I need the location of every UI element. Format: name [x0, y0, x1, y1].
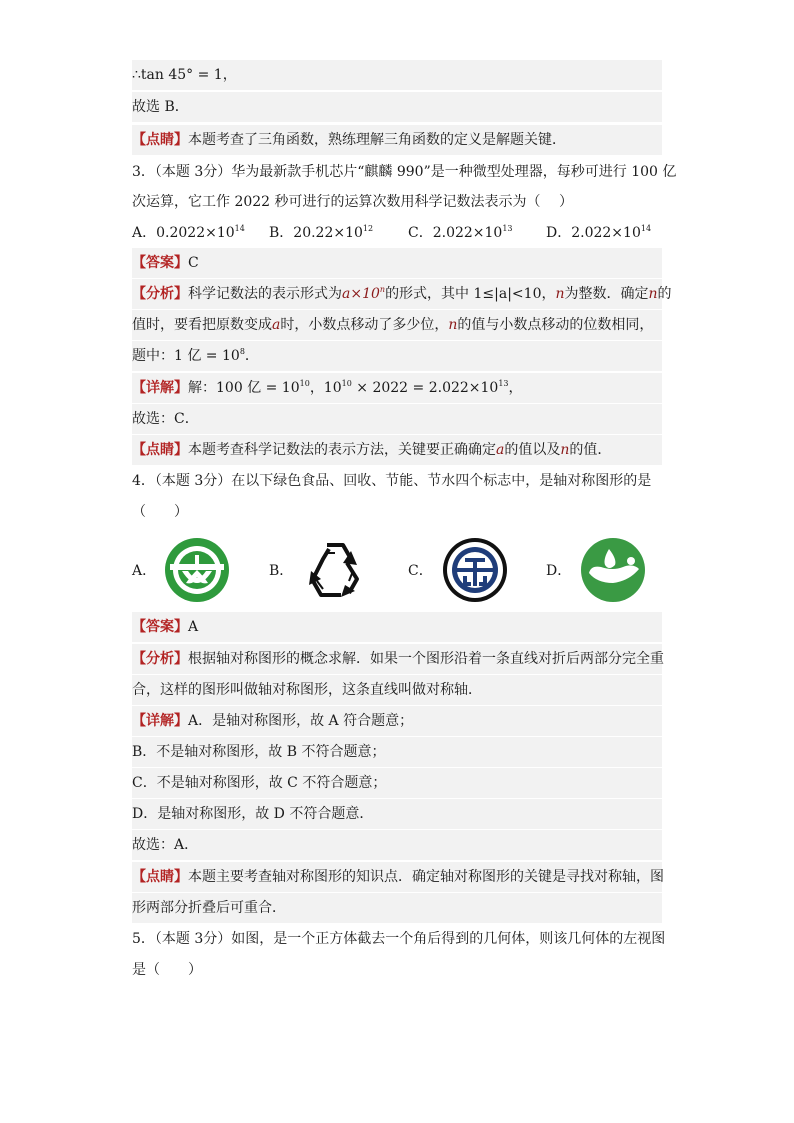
q4-point-line2 — [132, 893, 662, 923]
q3-option-b-exp: 12 — [362, 224, 374, 233]
q4-detail-line2 — [132, 737, 662, 767]
analysis-text: 的 — [657, 286, 672, 302]
prev-choice: 故选 B． — [132, 99, 189, 115]
point-text: 的值以及 — [504, 442, 561, 458]
q3-options — [132, 218, 662, 248]
q4-option-c-label: C． — [408, 563, 433, 579]
q4-answer-line — [132, 612, 662, 642]
analysis-text: ． — [244, 348, 259, 364]
analysis-text: 科学记数法的表示形式为 — [188, 286, 342, 302]
detail-text: 解：100 亿 = 10 — [188, 380, 300, 396]
q3-answer-line — [132, 248, 662, 278]
q4-select-line — [132, 830, 662, 860]
q3-option-c[interactable] — [408, 218, 513, 248]
var-n: n — [560, 442, 570, 458]
q3-option-a[interactable] — [132, 218, 245, 248]
analysis-text: 的值与小数点移动的位数相同， — [457, 317, 654, 333]
point-text: 本题考查了三角函数，熟练理解三角函数的定义是解题关键． — [188, 132, 566, 148]
point-tag: 【点睛】 — [132, 869, 188, 885]
analysis-text: 值时，要看把原数变成 — [132, 317, 272, 333]
analysis-text: 的形式，其中 1≤|a|<10， — [385, 286, 556, 302]
var-n: n — [648, 286, 658, 302]
q3-stem-text1: 3．（本题 3分）华为最新款手机芯片“麒麟 990”是一种微型处理器，每秒可进行 100 亿 — [132, 164, 677, 180]
q3-detail-line — [132, 373, 662, 403]
detail-text: C．不是轴对称图形，故 C 不符合题意； — [132, 775, 387, 791]
q4-detail-line3 — [132, 768, 662, 798]
analysis-text: 时，小数点移动了多少位， — [280, 317, 449, 333]
detail-text: ，10 — [309, 380, 342, 396]
q4-stem-text1: 4．（本题 3分）在以下绿色食品、回收、节能、节水四个标志中，是轴对称图形的是 — [132, 473, 652, 489]
point-text: 形两部分折叠后可重合． — [132, 900, 286, 916]
exp: 10 — [299, 379, 310, 388]
q4-analysis-line2 — [132, 675, 662, 705]
analysis-text: 合，这样的图形叫做轴对称图形，这条直线叫做对称轴． — [132, 682, 482, 698]
q4-detail-line4 — [132, 799, 662, 829]
answer-tag: 【答案】 — [132, 255, 188, 271]
q5-stem-line2 — [132, 955, 662, 985]
formula-a: a×10 — [342, 286, 380, 302]
q3-stem-line1 — [132, 157, 677, 187]
q4-option-a-label: A． — [132, 563, 157, 579]
q3-select-line — [132, 404, 662, 434]
point-text: 的值． — [569, 442, 612, 458]
q4-option-d[interactable] — [546, 536, 647, 604]
q3-option-c-label: C．2.022×10 — [408, 225, 503, 241]
analysis-tag: 【分析】 — [132, 651, 188, 667]
q3-analysis-line3 — [132, 341, 662, 371]
q3-analysis-line2 — [132, 310, 662, 340]
q5-stem-line1 — [132, 924, 666, 954]
q4-analysis-line1 — [132, 644, 662, 674]
q3-answer: C — [188, 255, 199, 271]
point-text: 本题主要考查轴对称图形的知识点．确定轴对称图形的关键是寻找对称轴，图 — [188, 869, 664, 885]
green-food-logo-icon — [164, 537, 230, 603]
detail-tag: 【详解】 — [132, 380, 188, 396]
q4-option-c[interactable] — [408, 536, 509, 604]
q4-stem-line1 — [132, 466, 662, 496]
water-saving-logo-icon — [579, 537, 647, 603]
q4-select: 故选：A． — [132, 837, 199, 853]
q4-logo-options — [132, 536, 662, 604]
detail-text: D．是轴对称图形，故 D 不符合题意． — [132, 806, 374, 822]
analysis-tag: 【分析】 — [132, 286, 188, 302]
q4-option-d-label: D． — [546, 563, 572, 579]
exp: 13 — [498, 379, 509, 388]
detail-text: ， — [508, 380, 523, 396]
q3-option-b-label: B．20.22×10 — [269, 225, 363, 241]
energy-saving-logo-icon — [441, 536, 509, 604]
q3-stem-line2 — [132, 187, 662, 217]
q3-stem-text2: 次运算，它工作 2022 秒可进行的运算次数用科学记数法表示为（ ） — [132, 194, 573, 210]
exp: 10 — [341, 379, 352, 388]
formula-exp: n — [379, 285, 386, 294]
q5-stem-text1: 5．（本题 3分）如图，是一个正方体截去一个角后得到的几何体，则该几何体的左视图 — [132, 931, 666, 947]
q4-stem-text2: （ ） — [132, 504, 188, 520]
point-tag: 【点睛】 — [132, 442, 188, 458]
var-a: a — [272, 317, 281, 333]
q4-point-line1 — [132, 862, 662, 892]
prev-choice-line — [132, 92, 662, 122]
q3-point-line — [132, 435, 662, 465]
q3-analysis-line1 — [132, 279, 672, 309]
q3-option-c-exp: 13 — [502, 224, 513, 233]
var-a: a — [496, 442, 505, 458]
var-n: n — [555, 286, 565, 302]
detail-text: A．是轴对称图形，故 A 符合题意； — [188, 713, 414, 729]
recycle-logo-icon — [301, 537, 369, 603]
var-n: n — [448, 317, 458, 333]
prev-point-line — [132, 125, 662, 155]
q4-option-a[interactable] — [132, 536, 230, 604]
q4-detail-line1 — [132, 706, 662, 736]
tan-line: ∴tan 45° = 1， — [132, 67, 237, 83]
q3-option-b[interactable] — [269, 218, 373, 248]
analysis-text: 题中：1 亿 = 10 — [132, 348, 240, 364]
detail-text: B．不是轴对称图形，故 B 不符合题意； — [132, 744, 386, 760]
q4-option-b-label: B． — [269, 563, 294, 579]
q3-option-d[interactable] — [546, 218, 651, 248]
q3-option-d-exp: 14 — [640, 224, 652, 233]
prev-solution-line — [132, 60, 662, 90]
point-text: 本题考查科学记数法的表示方法，关键要正确确定 — [188, 442, 496, 458]
detail-tag: 【详解】 — [132, 713, 188, 729]
analysis-text: 为整数．确定 — [564, 286, 649, 302]
q3-option-a-exp: 14 — [234, 224, 245, 233]
detail-text: × 2022 = 2.022×10 — [351, 380, 499, 396]
q5-stem-text2: 是（ ） — [132, 962, 202, 978]
q3-option-a-label: A．0.2022×10 — [132, 225, 235, 241]
analysis-text: 根据轴对称图形的概念求解．如果一个图形沿着一条直线对折后两部分完全重 — [188, 651, 664, 667]
q4-option-b[interactable] — [269, 536, 369, 604]
exp: 8 — [239, 347, 245, 356]
q4-answer: A — [188, 619, 199, 635]
q3-select: 故选：C． — [132, 411, 199, 427]
point-tag: 【点睛】 — [132, 132, 188, 148]
q4-stem-line2 — [132, 497, 662, 527]
answer-tag: 【答案】 — [132, 619, 188, 635]
q3-option-d-label: D．2.022×10 — [546, 225, 641, 241]
